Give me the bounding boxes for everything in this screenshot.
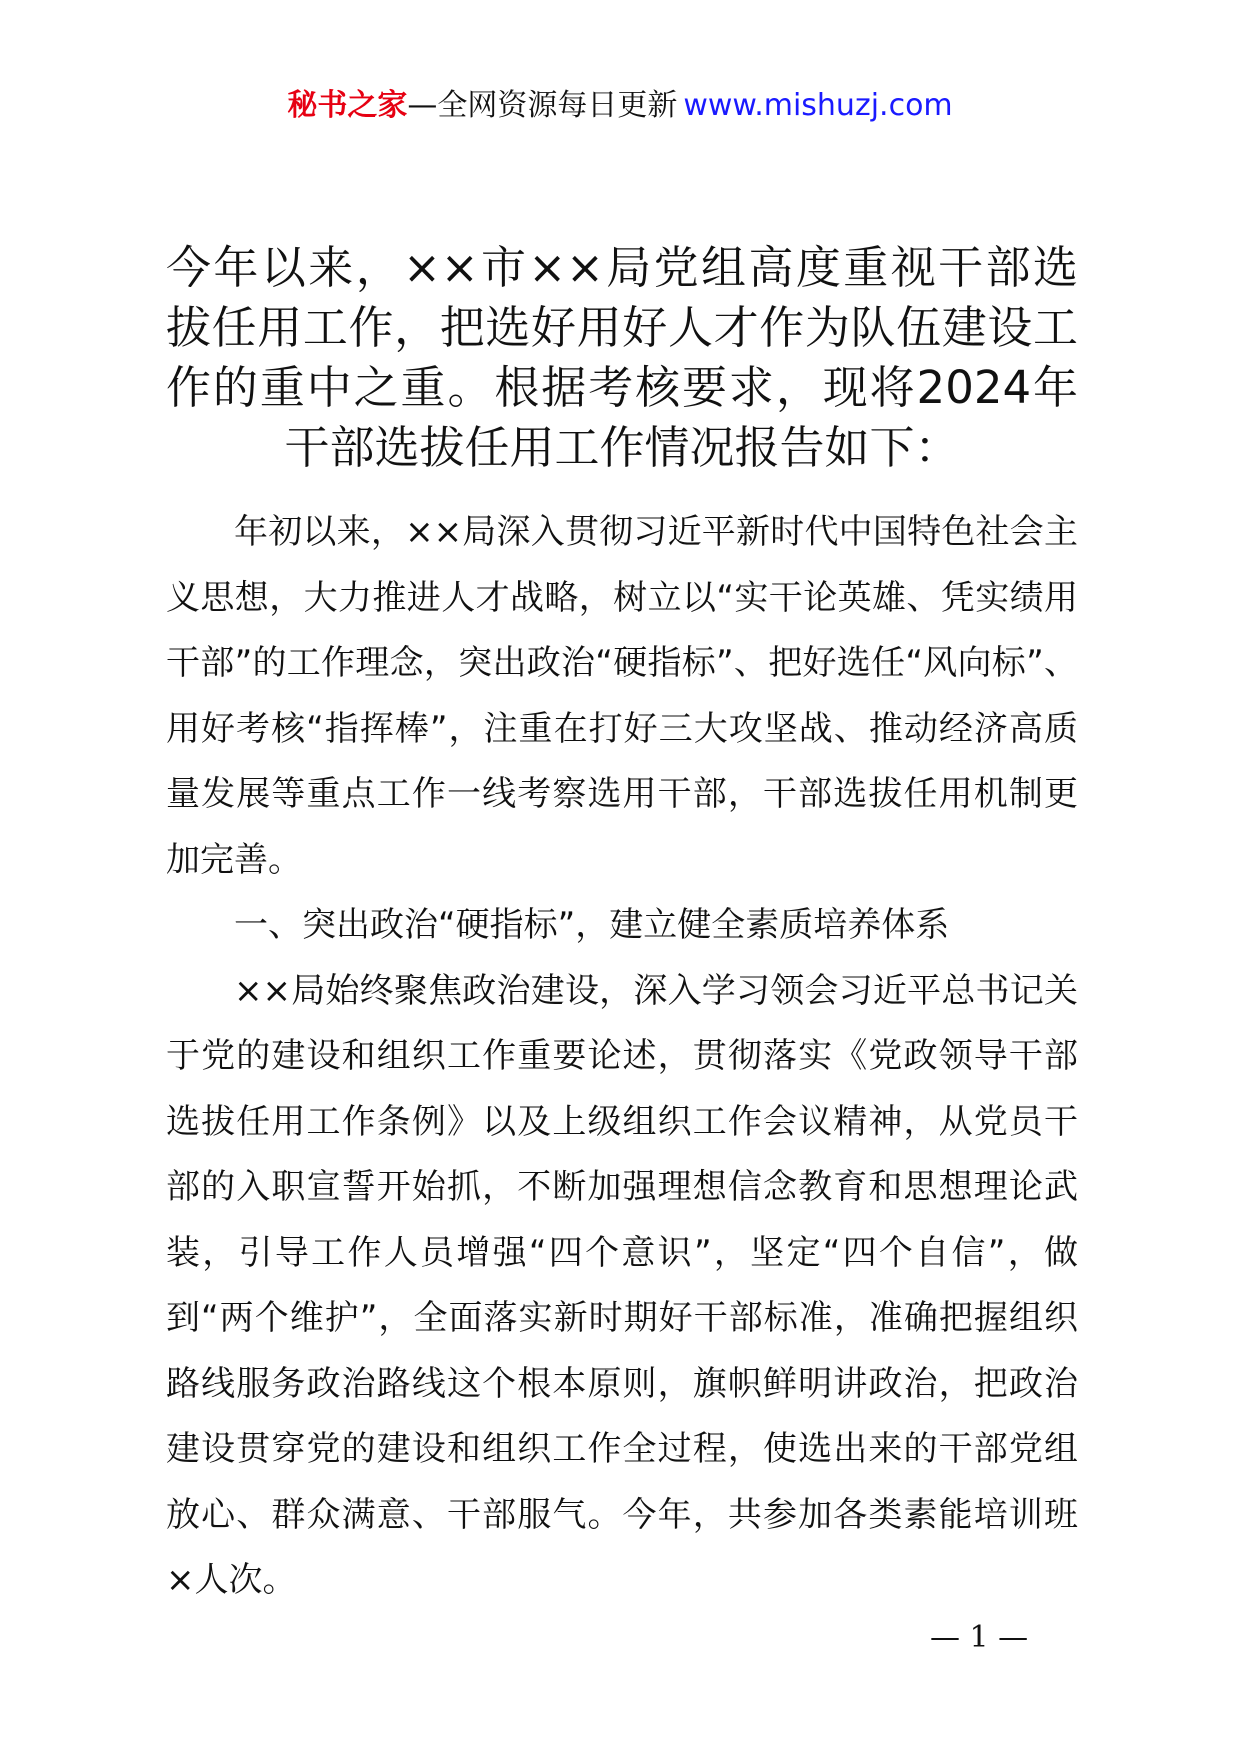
section-heading: 一、突出政治“硬指标”，建立健全素质培养体系 — [234, 905, 950, 945]
page-number: — 1 — — [930, 1620, 1029, 1655]
site-url-link[interactable]: www.mishuzj.com — [683, 88, 953, 123]
site-header — [0, 88, 1240, 124]
header-slogan: —全网资源每日更新 — [407, 88, 678, 123]
document-body — [166, 500, 1078, 1614]
brand-name: 秘书之家 — [287, 88, 408, 123]
section-paragraph: ××局始终聚焦政治建设，深入学习领会习近平总书记关于党的建设和组织工作重要论述，贯彻落实《党政领导干部选拔任用工作条例》以及上级组织工作会议精神，从党员干部的入职宣誓开始抓，不断加强理想信念教育和思想理论武装，引导工作人员增强“四个意识”，坚定“四个自信”，做到“两个维护”，全面落实新时期好干部标准，准确把握组织路线服务政治路线这个根本原则，旗帜鲜明讲政治，把政治建设贯穿党的建设和组织工作全过程，使选出来的干部党组放心、群众满意、干部服气。今年，共参加各类素能培训班×人次。 — [166, 970, 1078, 1600]
lead-paragraph: 今年以来，××市××局党组高度重视干部选拔任用工作，把选好用好人才作为队伍建设工作的重中之重。根据考核要求，现将2024年干部选拔任用工作情况报告如下： — [166, 241, 1078, 474]
intro-paragraph: 年初以来，××局深入贯彻习近平新时代中国特色社会主义思想，大力推进人才战略，树立以“实干论英雄、凭实绩用干部”的工作理念，突出政治“硬指标”、把好选任“风向标”、用好考核“指挥棒”，注重在打好三大攻坚战、推动经济高质量发展等重点工作一线考察选用干部，干部选拔任用机制更加完善。 — [166, 512, 1078, 880]
